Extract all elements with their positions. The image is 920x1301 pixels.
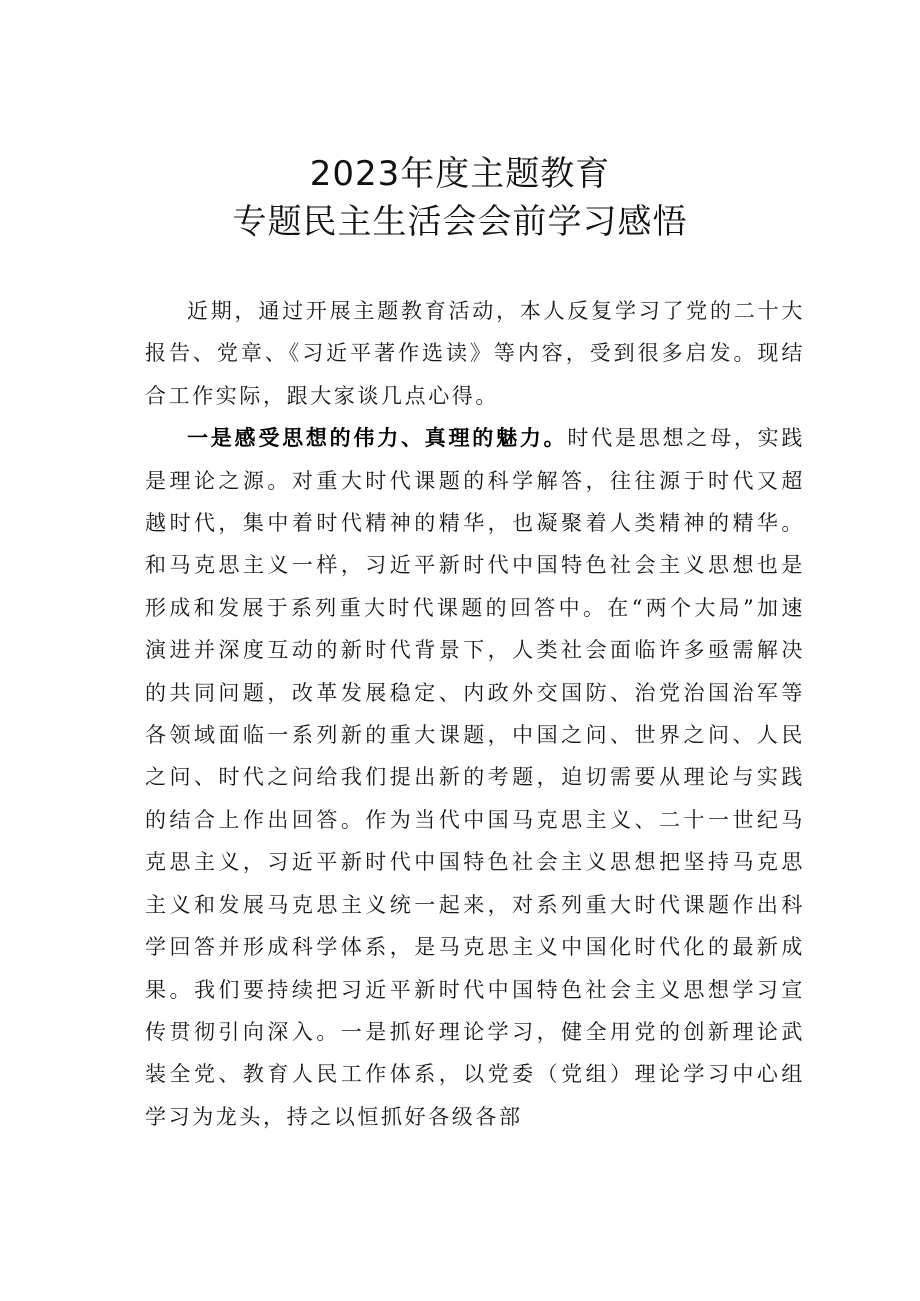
paragraph-body-text: 时代是思想之母，实践是理论之源。对重大时代课题的科学解答，往往源于时代又超越时代，集中着时代精神的精华，也凝聚着人类精神的精华。和马克思主义一样，习近平新时代中国特色社会主义思想也是形成和发展于系列重大时代课题的回答中。在“两个大局”加速演进并深度互动的新时代背景下，人类社会面临许多亟需解决的共同问题，改革发展稳定、内政外交国防、治党治国治军等各领域面临一系列新的重大课题，中国之问、世界之问、人民之问、时代之问给我们提出新的考题，迫切需要从理论与实践的结合上作出回答。作为当代中国马克思主义、二十一世纪马克思主义，习近平新时代中国特色社会主义思想把坚持马克思主义和发展马克思主义统一起来，对系列重大时代课题作出科学回答并形成科学体系，是马克思主义中国化时代化的最新成果。我们要持续把习近平新时代中国特色社会主义思想学习宣传贯彻引向深入。一是抓好理论学习，健全用党的创新理论武装全党、教育人民工作体系，以党委（党组）理论学习中心组学习为龙头，持之以恒抓好各级各部: [145, 426, 806, 1129]
document-body: [145, 290, 805, 1138]
title-line-2: 专题民主生活会会前学习感悟: [232, 202, 688, 242]
paragraph-lead-heading: 一是感受思想的伟力、真理的魅力。: [187, 426, 568, 451]
paragraph-first-point: [145, 417, 805, 1138]
document-title: [0, 150, 920, 246]
title-line-1: 2023年度主题教育: [309, 154, 611, 194]
paragraph-intro: 近期，通过开展主题教育活动，本人反复学习了党的二十大报告、党章、《习近平著作选读》等内容，受到很多启发。现结合工作实际，跟大家谈几点心得。: [145, 299, 805, 408]
